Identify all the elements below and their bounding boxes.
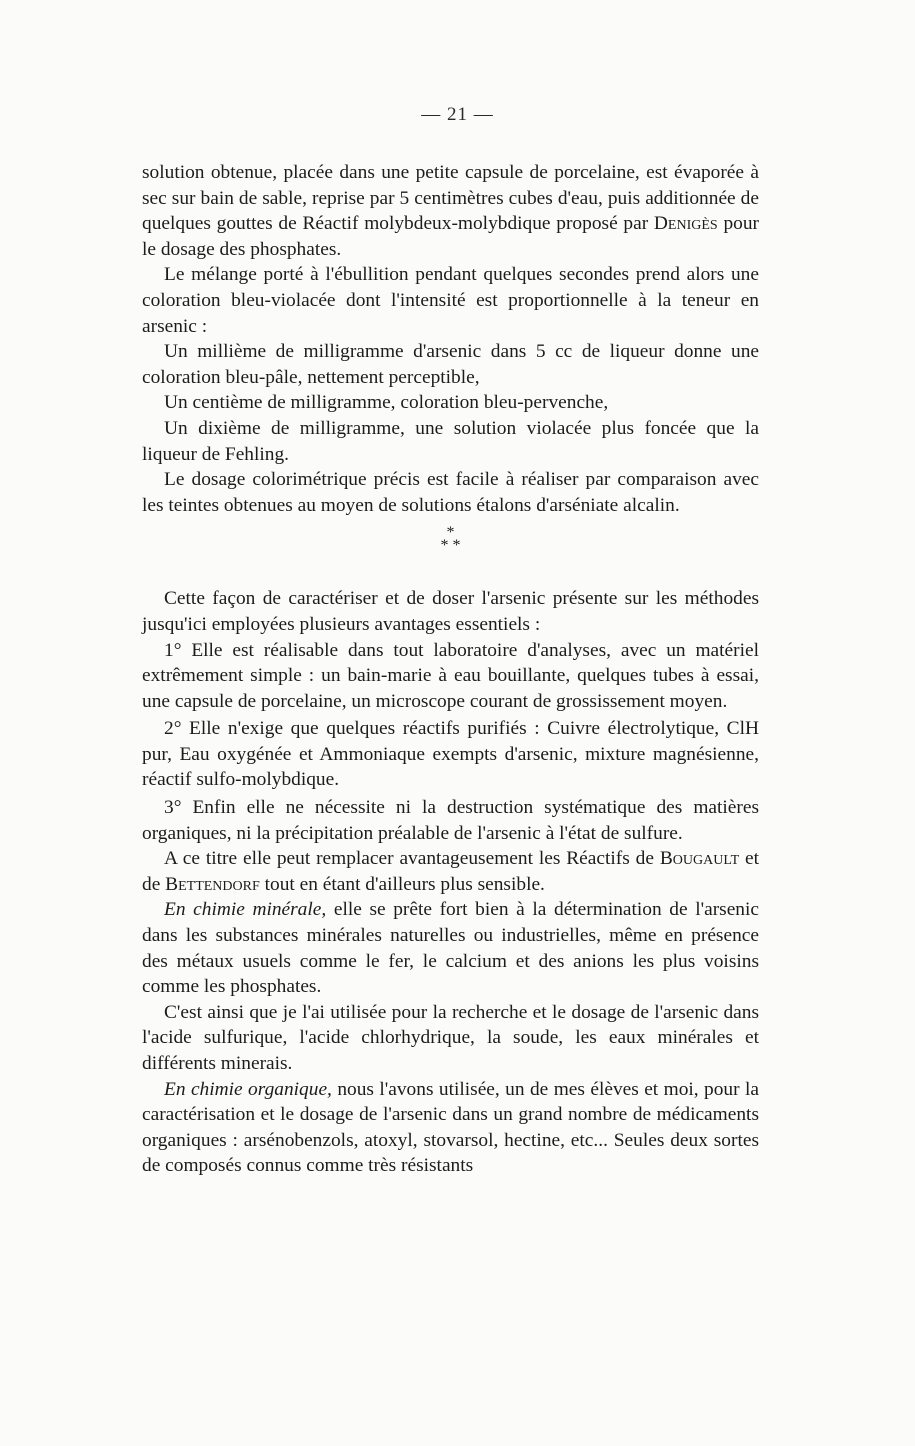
author-name: Bougault xyxy=(659,848,740,870)
paragraph: Un dixième de milligramme, une solution violacée plus foncée que la liqueur de Fehling. xyxy=(142,417,759,465)
body-text xyxy=(142,160,759,1179)
paragraph: A ce titre elle peut remplacer avantageusement les Réactifs de Bougault et de Bettendorf tout en étant d'ailleurs plus sensible. xyxy=(142,848,760,895)
emphasis: En chimie organique, xyxy=(164,1078,332,1100)
paragraph: solution obtenue, placée dans une petite capsule de porcelaine, est évaporée à sec sur bain de sable, reprise par 5 centimètres cubes d'eau, puis additionnée de quelques gouttes de Réactif molybdeux-molybdique proposé par Denigès pour le dosage des phosphates. xyxy=(142,162,759,260)
list-item: 3° Enfin elle ne nécessite ni la destruction systématique des matières organiques, ni la précipitation préalable de l'arsenic à l'état de sulfure. xyxy=(142,797,759,844)
paragraph: Un centième de milligramme, coloration bleu-pervenche, xyxy=(164,392,609,414)
emphasis: En chimie minérale, xyxy=(164,899,327,921)
paragraph: Cette façon de caractériser et de doser l'arsenic présente sur les méthodes jusqu'ici employées plusieurs avantages essentiels : xyxy=(142,588,759,635)
list-item: 2° Elle n'exige que quelques réactifs purifiés : Cuivre électrolytique, ClH pur, Eau oxygénée et Ammoniaque exempts d'arsenic, mixture magnésienne, réactif sulfo-molybdique. xyxy=(142,718,759,791)
paragraph: Le dosage colorimétrique précis est facile à réaliser par comparaison avec les teintes obtenues au moyen de solutions étalons d'arséniate alcalin. xyxy=(142,469,759,516)
paragraph: Un millième de milligramme d'arsenic dans 5 cc de liqueur donne une coloration bleu-pâle, nettement perceptible, xyxy=(142,341,759,388)
list-item: 1° Elle est réalisable dans tout laboratoire d'analyses, avec un matériel extrêmement simple : un bain-marie à eau bouillante, quelques tubes à essai, une capsule de porcelaine, un microscope courant de grossissement moyen. xyxy=(142,639,759,712)
asterism-top: * xyxy=(446,524,455,542)
paragraph: En chimie minérale, elle se prête fort bien à la détermination de l'arsenic dans les substances minérales naturelles ou industrielles, même en présence des métaux usuels comme le fer, le calcium et des anions les plus voisins comme les phosphates. xyxy=(142,899,759,998)
page-number: — 21 — xyxy=(421,104,494,125)
author-name: Bettendorf xyxy=(165,873,260,895)
paragraph: Le mélange porté à l'ébullition pendant quelques secondes prend alors une coloration bleu-violacée dont l'intensité est proportionnelle à la teneur en arsenic : xyxy=(142,264,759,337)
author-name: Denigès xyxy=(653,213,718,235)
paragraph: C'est ainsi que je l'ai utilisée pour la recherche et le dosage de l'arsenic dans l'acide sulfurique, l'acide chlorhydrique, la soude, les eaux minérales et différents minerais. xyxy=(142,1001,759,1074)
paragraph: En chimie organique, nous l'avons utilisée, un de mes élèves et moi, pour la caractérisation et le dosage de l'arsenic dans un grand nombre de médicaments organiques : arsénobenzols, atoxyl, stovarsol, hectine, etc... Seules deux sortes de composés connus comme très résistants xyxy=(142,1078,759,1177)
asterism-bottom: * * xyxy=(440,537,461,555)
section-separator xyxy=(142,524,759,555)
